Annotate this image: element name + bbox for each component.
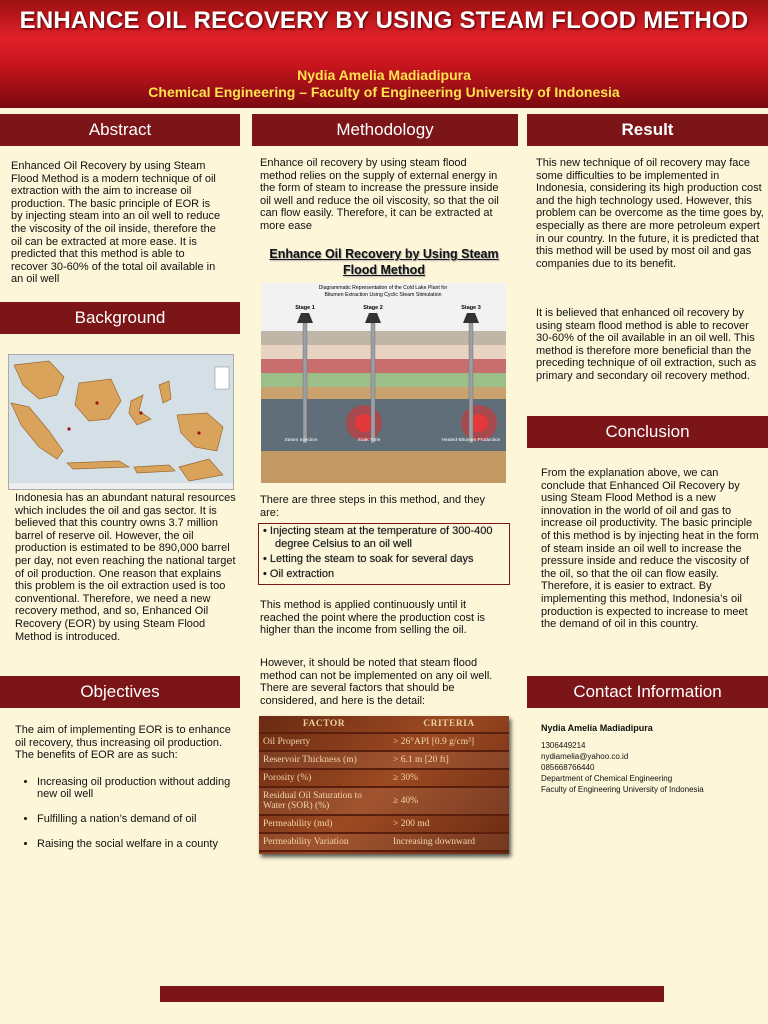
table-row bbox=[259, 787, 509, 815]
step-item: • Injecting steam at the temperature of 300-400 degree Celsius to an oil well bbox=[263, 525, 493, 550]
table-header-row bbox=[259, 716, 509, 733]
stage2-label: Stage 2 bbox=[363, 305, 383, 311]
author-name: Nydia Amelia Madiadipura bbox=[297, 67, 471, 83]
factor-cell: Permeability Variation bbox=[259, 833, 389, 851]
result-text-2: It is believed that enhanced oil recovery by using steam flood method is able to recover 30-60% of the oil available in an oil well. This method is therefore more beneficial than the preceding technique of oil extraction, such as primary and secondary oil recovery method. bbox=[536, 307, 757, 382]
objectives-list bbox=[15, 776, 233, 850]
contact-name: Nydia Amelia Madiadipura bbox=[541, 723, 653, 733]
table-row bbox=[259, 833, 509, 851]
diagram-title-2: Bitumen Extraction Using Cyclic Steam Stimulation bbox=[324, 292, 442, 298]
abstract-text: Enhanced Oil Recovery by using Steam Flood Method is a modern technique of oil extraction with the aim to increase oil production. The basic principle of EOR is by injecting steam into an oil well to reduce the viscosity of the oil inside, therefore the oil can be extracted at more ease. It is predicted that this method is able to recover 30-60% of the total oil available in an oil well bbox=[11, 160, 221, 286]
criteria-cell: > 26°API [0.9 g/cm³] bbox=[389, 733, 509, 751]
stage1-label: Stage 1 bbox=[295, 305, 315, 311]
conclusion-text: From the explanation above, we can conclude that Enhanced Oil Recovery by using Steam Flood Method is a new innovation in the world of oil and gas to increase oil productivity. The basic principle of this method is by injecting heat in the form of steam inside an oil well to increase the pressure inside and reduce the viscosity of the oil, so that the oil can flow easily. Therefore, it is easier to extract. By implementing this method, Indonesia’s oil production is expected to increase to meet the demand of oil in this country. bbox=[541, 467, 759, 631]
steam-flood-diagram bbox=[261, 283, 506, 483]
factor-cell: Oil Property bbox=[259, 733, 389, 751]
objectives-header: Objectives bbox=[0, 676, 240, 708]
objectives-text bbox=[15, 724, 233, 862]
step-item: • Oil extraction bbox=[263, 568, 335, 580]
background-text: Indonesia has an abundant natural resources which includes the oil and gas sector. It is believed that this country owns 3.7 million barrel of reserve oil. However, the oil production is estimated to be 890,000 barrel per day, not even reaching the national target of oil production. One reason that explains this problem is the oil extraction used is too conventional. Therefore, we need a new recovery method, and so, Enhanced Oil Recovery (EOR) by using Steam Flood Method is introduced. bbox=[15, 492, 236, 643]
objective-item: • Raising the social welfare in a county bbox=[37, 838, 233, 851]
poster-title: ENHANCE OIL RECOVERY BY USING STEAM FLOOD METHOD bbox=[19, 7, 749, 34]
table-row bbox=[259, 815, 509, 833]
diagram-title-1: Diagrammatic Representation of the Cold Lake Plant for bbox=[318, 285, 448, 291]
methodology-subtitle: Enhance Oil Recovery by Using Steam Flood Method bbox=[269, 247, 499, 277]
stage3-label: Stage 3 bbox=[461, 305, 481, 311]
contact-faculty: Faculty of Engineering University of Indonesia bbox=[541, 785, 704, 794]
column-header: CRITERIA bbox=[389, 716, 509, 733]
conclusion-header: Conclusion bbox=[527, 416, 768, 448]
title-banner bbox=[0, 0, 768, 108]
result-header: Result bbox=[527, 114, 768, 146]
criteria-cell: > 6.1 m [20 ft] bbox=[389, 751, 509, 769]
objective-item: • Increasing oil production without adding new oil well bbox=[37, 776, 233, 801]
objective-item: • Fulfilling a nation’s demand of oil bbox=[37, 813, 233, 826]
factor-cell: Permeability (md) bbox=[259, 815, 389, 833]
steam-injection-label: Steam Injection bbox=[284, 438, 318, 443]
table-row bbox=[259, 769, 509, 787]
contact-dept: Department of Chemical Engineering bbox=[541, 774, 673, 783]
contact-email: nydiamelia@yahoo.co.id bbox=[541, 752, 629, 761]
contact-id: 1306449214 bbox=[541, 741, 586, 750]
methodology-para2: This method is applied continuously until it reached the point where the production cost is higher than the income from selling the oil. bbox=[260, 599, 486, 637]
criteria-cell: ≥ 40% bbox=[389, 787, 509, 815]
background-header: Background bbox=[0, 302, 240, 334]
methodology-header: Methodology bbox=[252, 114, 518, 146]
methodology-para3: However, it should be noted that steam flood method can not be implemented on any oil well. There are several factors that should be considered, and here is the detail: bbox=[260, 657, 493, 707]
soak-time-label: Soak Time bbox=[357, 438, 381, 443]
steps-box bbox=[258, 523, 510, 585]
contact-info bbox=[541, 723, 763, 795]
step-item: • Letting the steam to soak for several days bbox=[263, 553, 474, 565]
steps-intro: There are three steps in this method, and they are: bbox=[260, 494, 486, 519]
methodology-intro: Enhance oil recovery by using steam flood method relies on the supply of external energy in the form of steam to increase the pressure inside oil well and reduce the oil viscosity, so that the oil can flow easily. Therefore, it can be extracted at more ease bbox=[260, 157, 499, 232]
footer-bar bbox=[160, 986, 664, 1002]
table-row bbox=[259, 733, 509, 751]
indonesia-map bbox=[8, 354, 234, 490]
criteria-cell: > 200 md bbox=[389, 815, 509, 833]
contact-phone: 085668766440 bbox=[541, 763, 595, 772]
contact-header: Contact Information bbox=[527, 676, 768, 708]
affiliation: Chemical Engineering – Faculty of Engineering University of Indonesia bbox=[148, 84, 620, 100]
abstract-header: Abstract bbox=[0, 114, 240, 146]
production-label: Heated-Bitumen Production bbox=[441, 438, 501, 443]
table-row bbox=[259, 751, 509, 769]
factor-cell: Reservoir Thickness (m) bbox=[259, 751, 389, 769]
factor-cell: Residual Oil Saturation to Water (SOR) (%) bbox=[259, 787, 389, 815]
criteria-cell: Increasing downward bbox=[389, 833, 509, 851]
criteria-table bbox=[259, 716, 509, 854]
column-header: FACTOR bbox=[259, 716, 389, 733]
objectives-intro: The aim of implementing EOR is to enhance oil recovery, thus increasing oil production. The benefits of EOR are as such: bbox=[15, 724, 231, 762]
criteria-cell: ≥ 30% bbox=[389, 769, 509, 787]
factor-cell: Porosity (%) bbox=[259, 769, 389, 787]
result-text-1: This new technique of oil recovery may face some difficulties to be implemented in Indonesia, considering its high production cost and the high technology used. However, this problem can be overcome as the time goes by, especially as there are more petroleum expert in our country. In the future, it is predicted that this method will be used by most oil and gas companies due to its benefit. bbox=[536, 157, 764, 270]
